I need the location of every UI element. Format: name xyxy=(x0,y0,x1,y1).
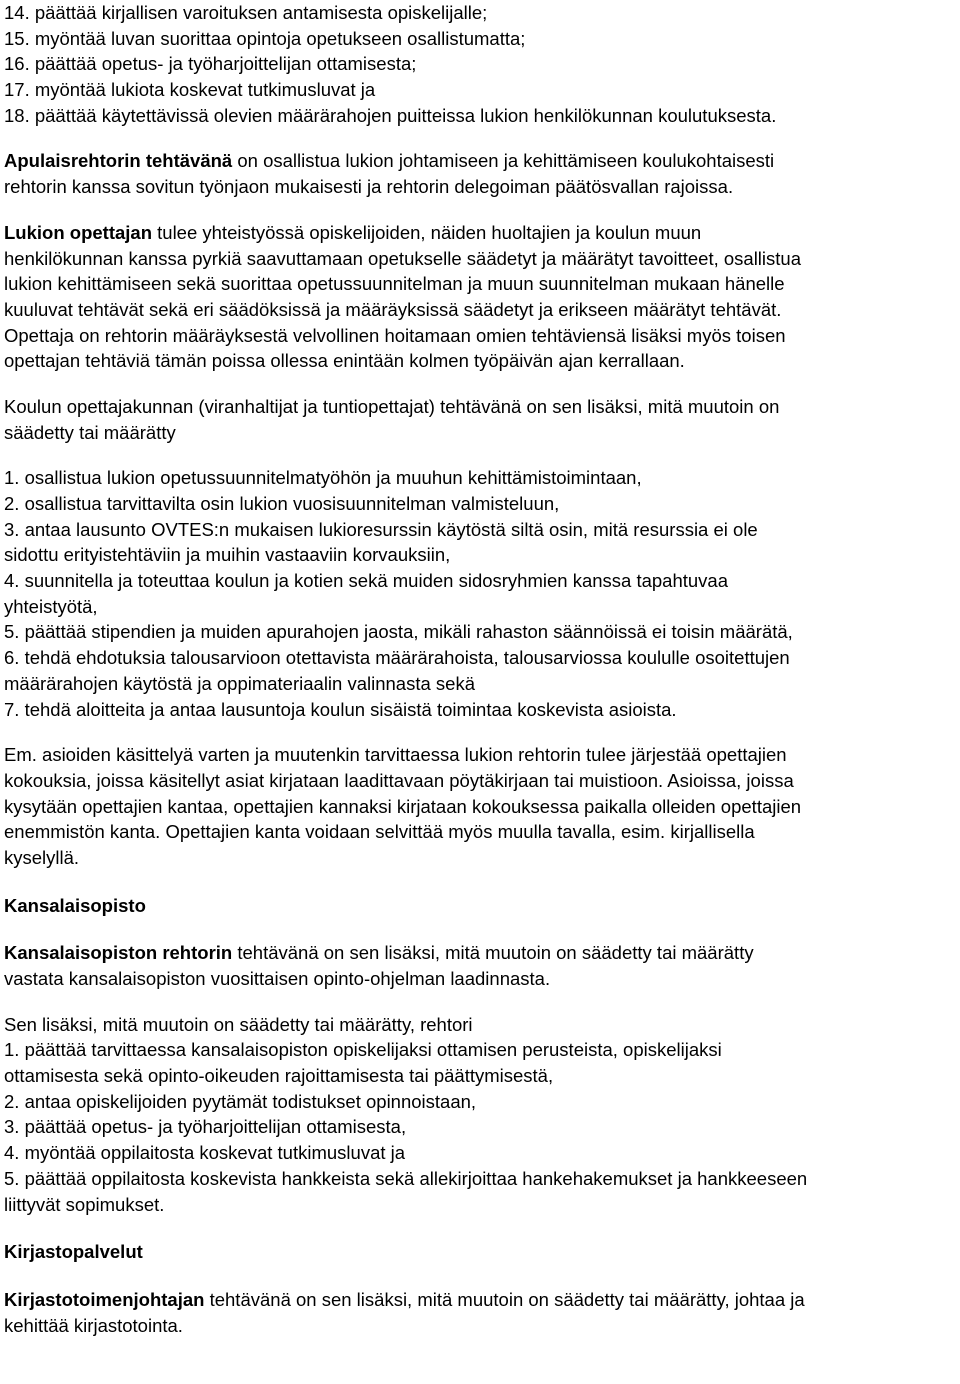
meetings-paragraph xyxy=(4,742,960,870)
bold-term: Lukion opettajan xyxy=(4,221,152,243)
paragraph-text: tehtävänä on sen lisäksi, mitä muutoin on säädetty tai määrätty xyxy=(232,942,754,964)
list-item: 3. antaa lausunto OVTES:n mukaisen lukioresurssin käytöstä siltä osin, mitä resurssia ei ole xyxy=(4,518,758,540)
paragraph-line: Sen lisäksi, mitä muutoin on säädetty tai määrätty, rehtori xyxy=(4,1013,473,1035)
paragraph-line: Opettaja on rehtorin määräyksestä velvollinen hoitamaan omien tehtäviensä lisäksi myös toisen xyxy=(4,324,786,346)
paragraph-line: Koulun opettajakunnan (viranhaltijat ja tuntiopettajat) tehtävänä on sen lisäksi, mitä muutoin on xyxy=(4,395,780,417)
heading-text: Kirjastopalvelut xyxy=(4,1241,143,1263)
paragraph-line: säädetty tai määrätty xyxy=(4,421,176,443)
bold-term: Kirjastotoimenjohtajan xyxy=(4,1288,205,1310)
list-item: 18. päättää käytettävissä olevien määrärahojen puitteissa lukion henkilökunnan koulutuksesta. xyxy=(4,104,777,126)
paragraph-line xyxy=(4,148,960,174)
paragraph-line: kuuluvat tehtävät sekä eri säädöksissä ja määräyksissä säädetyt ja erikseen määrätyt tehtävät. xyxy=(4,298,782,320)
heading-text: Kansalaisopisto xyxy=(4,894,146,916)
vice-principal-paragraph xyxy=(4,148,960,199)
list-item: 4. suunnitella ja toteuttaa koulun ja kotien sekä muiden sidosryhmien kanssa tapahtuvaa xyxy=(4,570,729,592)
list-item: 6. tehdä ehdotuksia talousarvioon otettavista määrärahoista, talousarviossa koululle osoitettujen xyxy=(4,647,790,669)
paragraph-line: enemmistön kanta. Opettajien kanta voidaan selvittää myös muulla tavalla, esim. kirjallisella xyxy=(4,821,755,843)
section-heading-kirjastopalvelut xyxy=(4,1239,960,1265)
bold-term: Apulaisrehtorin tehtävänä xyxy=(4,150,233,172)
list-item: 1. päättää tarvittaessa kansalaisopiston opiskelijaksi ottamisen perusteista, opiskelijaksi xyxy=(4,1039,722,1061)
list-item: määrärahojen käytöstä ja oppimateriaalin valinnasta sekä xyxy=(4,672,475,694)
kansalaisopisto-rector-paragraph xyxy=(4,940,960,991)
list-item: 4. myöntää oppilaitosta koskevat tutkimusluvat ja xyxy=(4,1142,406,1164)
list-item: yhteistyötä, xyxy=(4,595,98,617)
paragraph-line xyxy=(4,1287,960,1313)
list-item: 5. päättää stipendien ja muiden apurahojen jaosta, mikäli rahaston säännöissä ei toisin määrätä, xyxy=(4,621,793,643)
list-item: 15. myöntää luvan suorittaa opintoja opetukseen osallistumatta; xyxy=(4,27,526,49)
paragraph-line xyxy=(4,220,960,246)
paragraph-line: vastata kansalaisopiston vuosittaisen opinto-ohjelman laadinnasta. xyxy=(4,968,551,989)
list-item: 17. myöntää lukiota koskevat tutkimusluvat ja xyxy=(4,79,376,101)
list-item: liittyvät sopimukset. xyxy=(4,1193,165,1215)
list-item: 5. päättää oppilaitosta koskevista hankkeista sekä allekirjoittaa hankehakemukset ja hankkeeseen xyxy=(4,1167,808,1189)
list-item: 7. tehdä aloitteita ja antaa lausuntoja koulun sisäistä toimintaa koskevista asioista. xyxy=(4,698,677,720)
list-item: 2. osallistua tarvittavilta osin lukion vuosisuunnitelman valmisteluun, xyxy=(4,493,560,514)
paragraph-line: kehittää kirjastotointa. xyxy=(4,1314,183,1336)
rector-duties-list xyxy=(4,0,960,128)
list-item: ottamisesta sekä opinto-oikeuden rajoittamisesta tai päättymisestä, xyxy=(4,1065,554,1087)
paragraph-line: Em. asioiden käsittelyä varten ja muutenkin tarvittaessa lukion rehtorin tulee järjestää opettajien xyxy=(4,744,787,766)
paragraph-line: rehtorin kanssa sovitun työnjaon mukaisesti ja rehtorin delegoiman päätösvallan rajoissa. xyxy=(4,176,734,198)
section-heading-kansalaisopisto xyxy=(4,893,960,919)
paragraph-text: on osallistua lukion johtamiseen ja kehittämiseen koulukohtaisesti xyxy=(232,150,775,172)
list-item: 16. päättää opetus- ja työharjoittelijan ottamisesta; xyxy=(4,53,417,75)
paragraph-line: lukion kehittämiseen sekä suorittaa opetussuunnitelman ja muun suunnitelman mukaan hänelle xyxy=(4,273,785,295)
paragraph-line: kokouksia, joissa käsitellyt asiat kirjataan laadittavaan pöytäkirjaan tai muistioon. Asioissa, joissa xyxy=(4,769,794,791)
list-item: 2. antaa opiskelijoiden pyytämät todistukset opinnoistaan, xyxy=(4,1090,477,1112)
list-item: 14. päättää kirjallisen varoituksen antamisesta opiskelijalle; xyxy=(4,2,488,23)
paragraph-line: opettajan tehtäviä tämän poissa ollessa enintään kolmen työpäivän ajan kerrallaan. xyxy=(4,350,685,372)
kirjasto-paragraph xyxy=(4,1287,960,1338)
paragraph-text: tulee yhteistyössä opiskelijoiden, näiden huoltajien ja koulun muun xyxy=(152,221,702,243)
paragraph-text: tehtävänä on sen lisäksi, mitä muutoin on säädetty tai määrätty, johtaa ja xyxy=(204,1288,805,1310)
council-paragraph xyxy=(4,394,960,445)
list-item: sidottu erityistehtäviin ja muihin vastaaviin korvauksiin, xyxy=(4,544,451,566)
paragraph-line: henkilökunnan kanssa pyrkiä saavuttamaan opetukselle säädetyt ja määrätyt tavoitteet, osallistua xyxy=(4,247,801,269)
teacher-paragraph xyxy=(4,220,960,374)
kansalaisopisto-duties xyxy=(4,1012,960,1218)
council-duties-list xyxy=(4,465,960,722)
document-page xyxy=(4,0,960,1338)
list-item: 3. päättää opetus- ja työharjoittelijan ottamisesta, xyxy=(4,1116,407,1138)
list-item: 1. osallistua lukion opetussuunnitelmatyöhön ja muuhun kehittämistoimintaan, xyxy=(4,467,642,489)
paragraph-line: kysytään opettajien kantaa, opettajien kannaksi kirjataan kokouksessa paikalla olleiden opettajien xyxy=(4,795,802,817)
paragraph-line xyxy=(4,940,960,966)
bold-term: Kansalaisopiston rehtorin xyxy=(4,942,233,964)
paragraph-line: kyselyllä. xyxy=(4,846,80,868)
